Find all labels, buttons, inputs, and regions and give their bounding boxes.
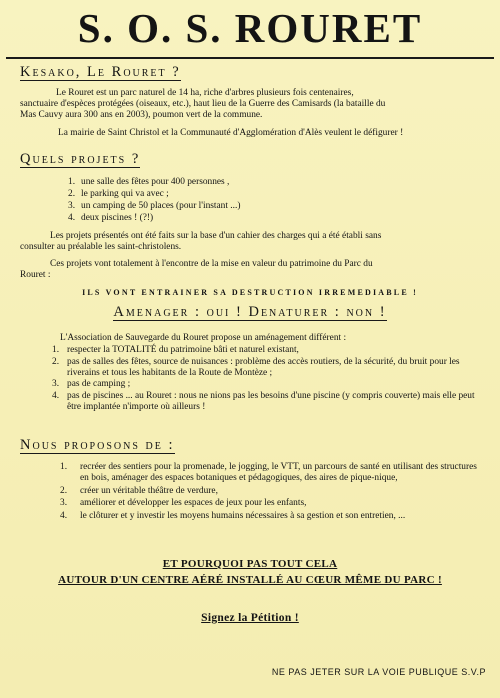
title-underline: [6, 57, 494, 59]
list-item: 3. pas de camping ;: [52, 379, 131, 390]
cta-line-1: ET POURQUOI PAS TOUT CELA: [162, 558, 338, 570]
list-item: 3. un camping de 50 places (pour l'instant ...): [68, 201, 241, 211]
paragraph-line: Les projets présentés ont été faits sur la base d'un cahier des charges qui a été établi sans: [50, 231, 382, 241]
list-item: 1. une salle des fêtes pour 400 personnes ,: [68, 177, 230, 187]
document-title: S. O. S. ROURET: [77, 5, 423, 51]
projects-list: [68, 177, 468, 225]
section3-intro: L'Association de Sauvegarde du Rouret propose un aménagement différent :: [60, 333, 347, 343]
paragraph-line: Le Rouret est un parc naturel de 14 ha, riche d'arbres plusieurs fois centenaires,: [56, 88, 354, 98]
paragraph-line: consulter au préalable les saint-christolens.: [20, 241, 182, 252]
section1-paragraph-1: [20, 88, 490, 120]
section2-paragraph-2: [20, 259, 490, 281]
petition-call: Signez la Pétition !: [201, 612, 299, 624]
list-item: 4. deux piscines ! (?!): [68, 213, 154, 223]
footer-notice: NE PAS JETER SUR LA VOIE PUBLIQUE S.V.P: [271, 667, 486, 677]
section1-paragraph-2: La mairie de Saint Christol et la Communauté d'Agglomération d'Alès veulent le défigurer !: [58, 128, 404, 138]
list-item: 4. pas de piscines ... au Rouret : nous ne nions pas les besoins d'une piscine (y compris couverte) mais elle peut être implantée n'importe où ailleurs !: [52, 391, 475, 412]
paragraph-line: Rouret :: [20, 269, 51, 280]
section-heading-projets: Quels projets ?: [20, 151, 141, 167]
list-item: 3. améliorer et développer les espaces de jeux pour les enfants,: [60, 498, 307, 509]
suggestions-list: [60, 462, 485, 522]
list-item: 2. pas de salles des fêtes, source de nuisances : problème des accès routiers, de la sécurité, du bruit pour les riverains et tous les habitants de la Route de Montèze ;: [52, 356, 460, 378]
proposal-list: [52, 345, 488, 413]
list-item: 1. respecter la TOTALITÉ du patrimoine bâti et naturel existant,: [52, 345, 299, 355]
section-heading-amenager: Amenager : oui ! Denaturer : non !: [113, 304, 387, 320]
destruction-warning: ILS VONT ENTRAINER SA DESTRUCTION IRREMEDIABLE !: [82, 288, 418, 297]
list-item: 4. le clôturer et y investir les moyens humains nécessaires à sa gestion et son entretien, ...: [60, 511, 406, 522]
cta-line-2: AUTOUR D'UN CENTRE AÉRÉ INSTALLÉ AU CŒUR MÊME DU PARC !: [58, 574, 442, 586]
paragraph-line: sanctuaire d'espèces protégées (oiseaux, etc.), haut lieu de la Guerre des Camisards (la bataille du: [20, 98, 386, 109]
section-heading-kesako: Kesako, Le Rouret ?: [20, 64, 181, 80]
paragraph-line: Mas Cauvy aura 300 ans en 2003), poumon vert de la commune.: [20, 109, 263, 120]
list-item: 1. recréer des sentiers pour la promenade, le jogging, le VTT, un parcours de santé en utilisant des structures en bois, aménager des espaces botaniques et pédagogiques, des aires de pique-nique,: [60, 462, 477, 483]
section2-paragraph-1: [20, 231, 490, 253]
list-item: 2. le parking qui va avec ;: [68, 189, 169, 199]
list-item: 2. créer un véritable théâtre de verdure,: [60, 485, 218, 496]
paragraph-line: Ces projets vont totalement à l'encontre de la mise en valeur du patrimoine du Parc du: [50, 259, 373, 269]
section-heading-proposons: Nous proposons de :: [20, 437, 175, 453]
